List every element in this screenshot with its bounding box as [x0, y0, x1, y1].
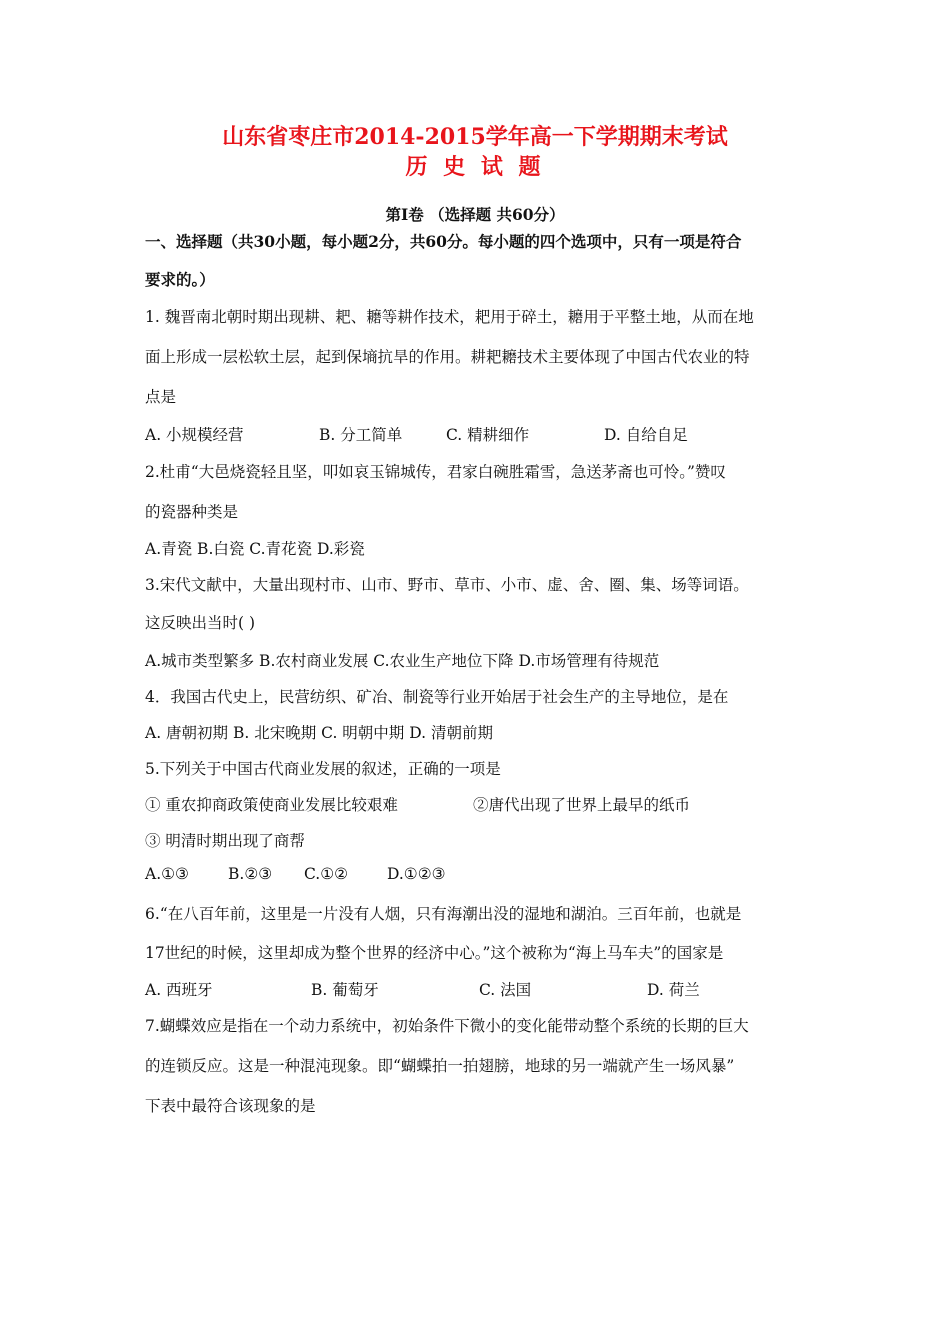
question-6-stem: 17世纪的时候，这里却成为整个世界的经济中心。”这个被称为“海上马车夫”的国家是	[145, 944, 724, 962]
exam-title: 山东省枣庄市2014-2015学年高一下学期期末考试	[222, 124, 728, 150]
option-c: C. 法国	[479, 981, 532, 999]
section-instruction-cont: 要求的。）	[145, 270, 215, 289]
question-3-stem: 这反映出当时( )	[145, 614, 256, 632]
question-2-stem: 2.杜甫“大邑烧瓷轻且坚，叩如哀玉锦城传，君家白碗胜霜雪，急送茅斋也可怜。”赞叹	[145, 463, 726, 481]
question-3-options: A.城市类型繁多 B.农村商业发展 C.农业生产地位下降 D.市场管理有待规范	[145, 652, 660, 670]
question-5-statement-3: ③ 明清时期出现了商帮	[145, 832, 305, 850]
question-1-stem: 面上形成一层松软土层，起到保墒抗旱的作用。耕耙耱技术主要体现了中国古代农业的特	[145, 348, 750, 366]
option-d: D. 荷兰	[647, 981, 700, 999]
option-b: B. 分工简单	[319, 426, 403, 444]
section-instruction: 一、选择题（共30小题，每小题2分，共60分。每小题的四个选项中，只有一项是符合	[145, 232, 742, 251]
question-4-options: A. 唐朝初期 B. 北宋晚期 C. 明朝中期 D. 清朝前期	[145, 724, 493, 742]
statement-2: ②唐代出现了世界上最早的纸币	[473, 796, 691, 814]
option-a: A. 西班牙	[145, 981, 213, 999]
question-2-stem: 的瓷器种类是	[145, 503, 239, 521]
question-6-options	[145, 978, 700, 1000]
question-4-stem: 4．我国古代史上，民营纺织、矿冶、制瓷等行业开始居于社会生产的主导地位，是在	[145, 688, 729, 706]
question-5-statements	[145, 793, 690, 815]
question-7-stem: 的连锁反应。这是一种混沌现象。即“蝴蝶拍一拍翅膀，地球的另一端就产生一场风暴”	[145, 1057, 735, 1075]
option-c: C.①②	[304, 865, 349, 883]
option-d: D.①②③	[387, 865, 446, 883]
question-3-stem: 3.宋代文献中，大量出现村市、山市、野市、草市、小市、虚、舍、圈、集、场等词语。	[145, 576, 749, 594]
question-7-stem: 7.蝴蝶效应是指在一个动力系统中，初始条件下微小的变化能带动整个系统的长期的巨大	[145, 1017, 749, 1035]
exam-subtitle: 历 史 试 题	[405, 154, 545, 180]
option-d: D. 自给自足	[604, 426, 688, 444]
question-5-options	[145, 865, 446, 883]
question-1-options	[145, 423, 688, 445]
option-b: B. 葡萄牙	[311, 981, 379, 999]
option-a: A. 小规模经营	[145, 426, 244, 444]
question-2-options: A.青瓷 B.白瓷 C.青花瓷 D.彩瓷	[145, 540, 365, 558]
question-7-stem: 下表中最符合该现象的是	[145, 1097, 316, 1115]
question-1-stem: 1. 魏晋南北朝时期出现耕、耙、耱等耕作技术，耙用于碎土，耱用于平整土地，从而在地	[145, 308, 754, 326]
question-1-stem: 点是	[145, 388, 177, 406]
section-heading: 第Ⅰ卷 （选择题 共60分）	[385, 205, 565, 224]
option-a: A.①③	[145, 865, 189, 883]
option-b: B.②③	[228, 865, 273, 883]
question-6-stem: 6.“在八百年前，这里是一片没有人烟，只有海潮出没的湿地和湖泊。三百年前，也就是	[145, 905, 742, 923]
option-c: C. 精耕细作	[446, 426, 530, 444]
statement-1: ① 重农抑商政策使商业发展比较艰难	[145, 796, 398, 814]
question-5-stem: 5.下列关于中国古代商业发展的叙述，正确的一项是	[145, 760, 501, 778]
